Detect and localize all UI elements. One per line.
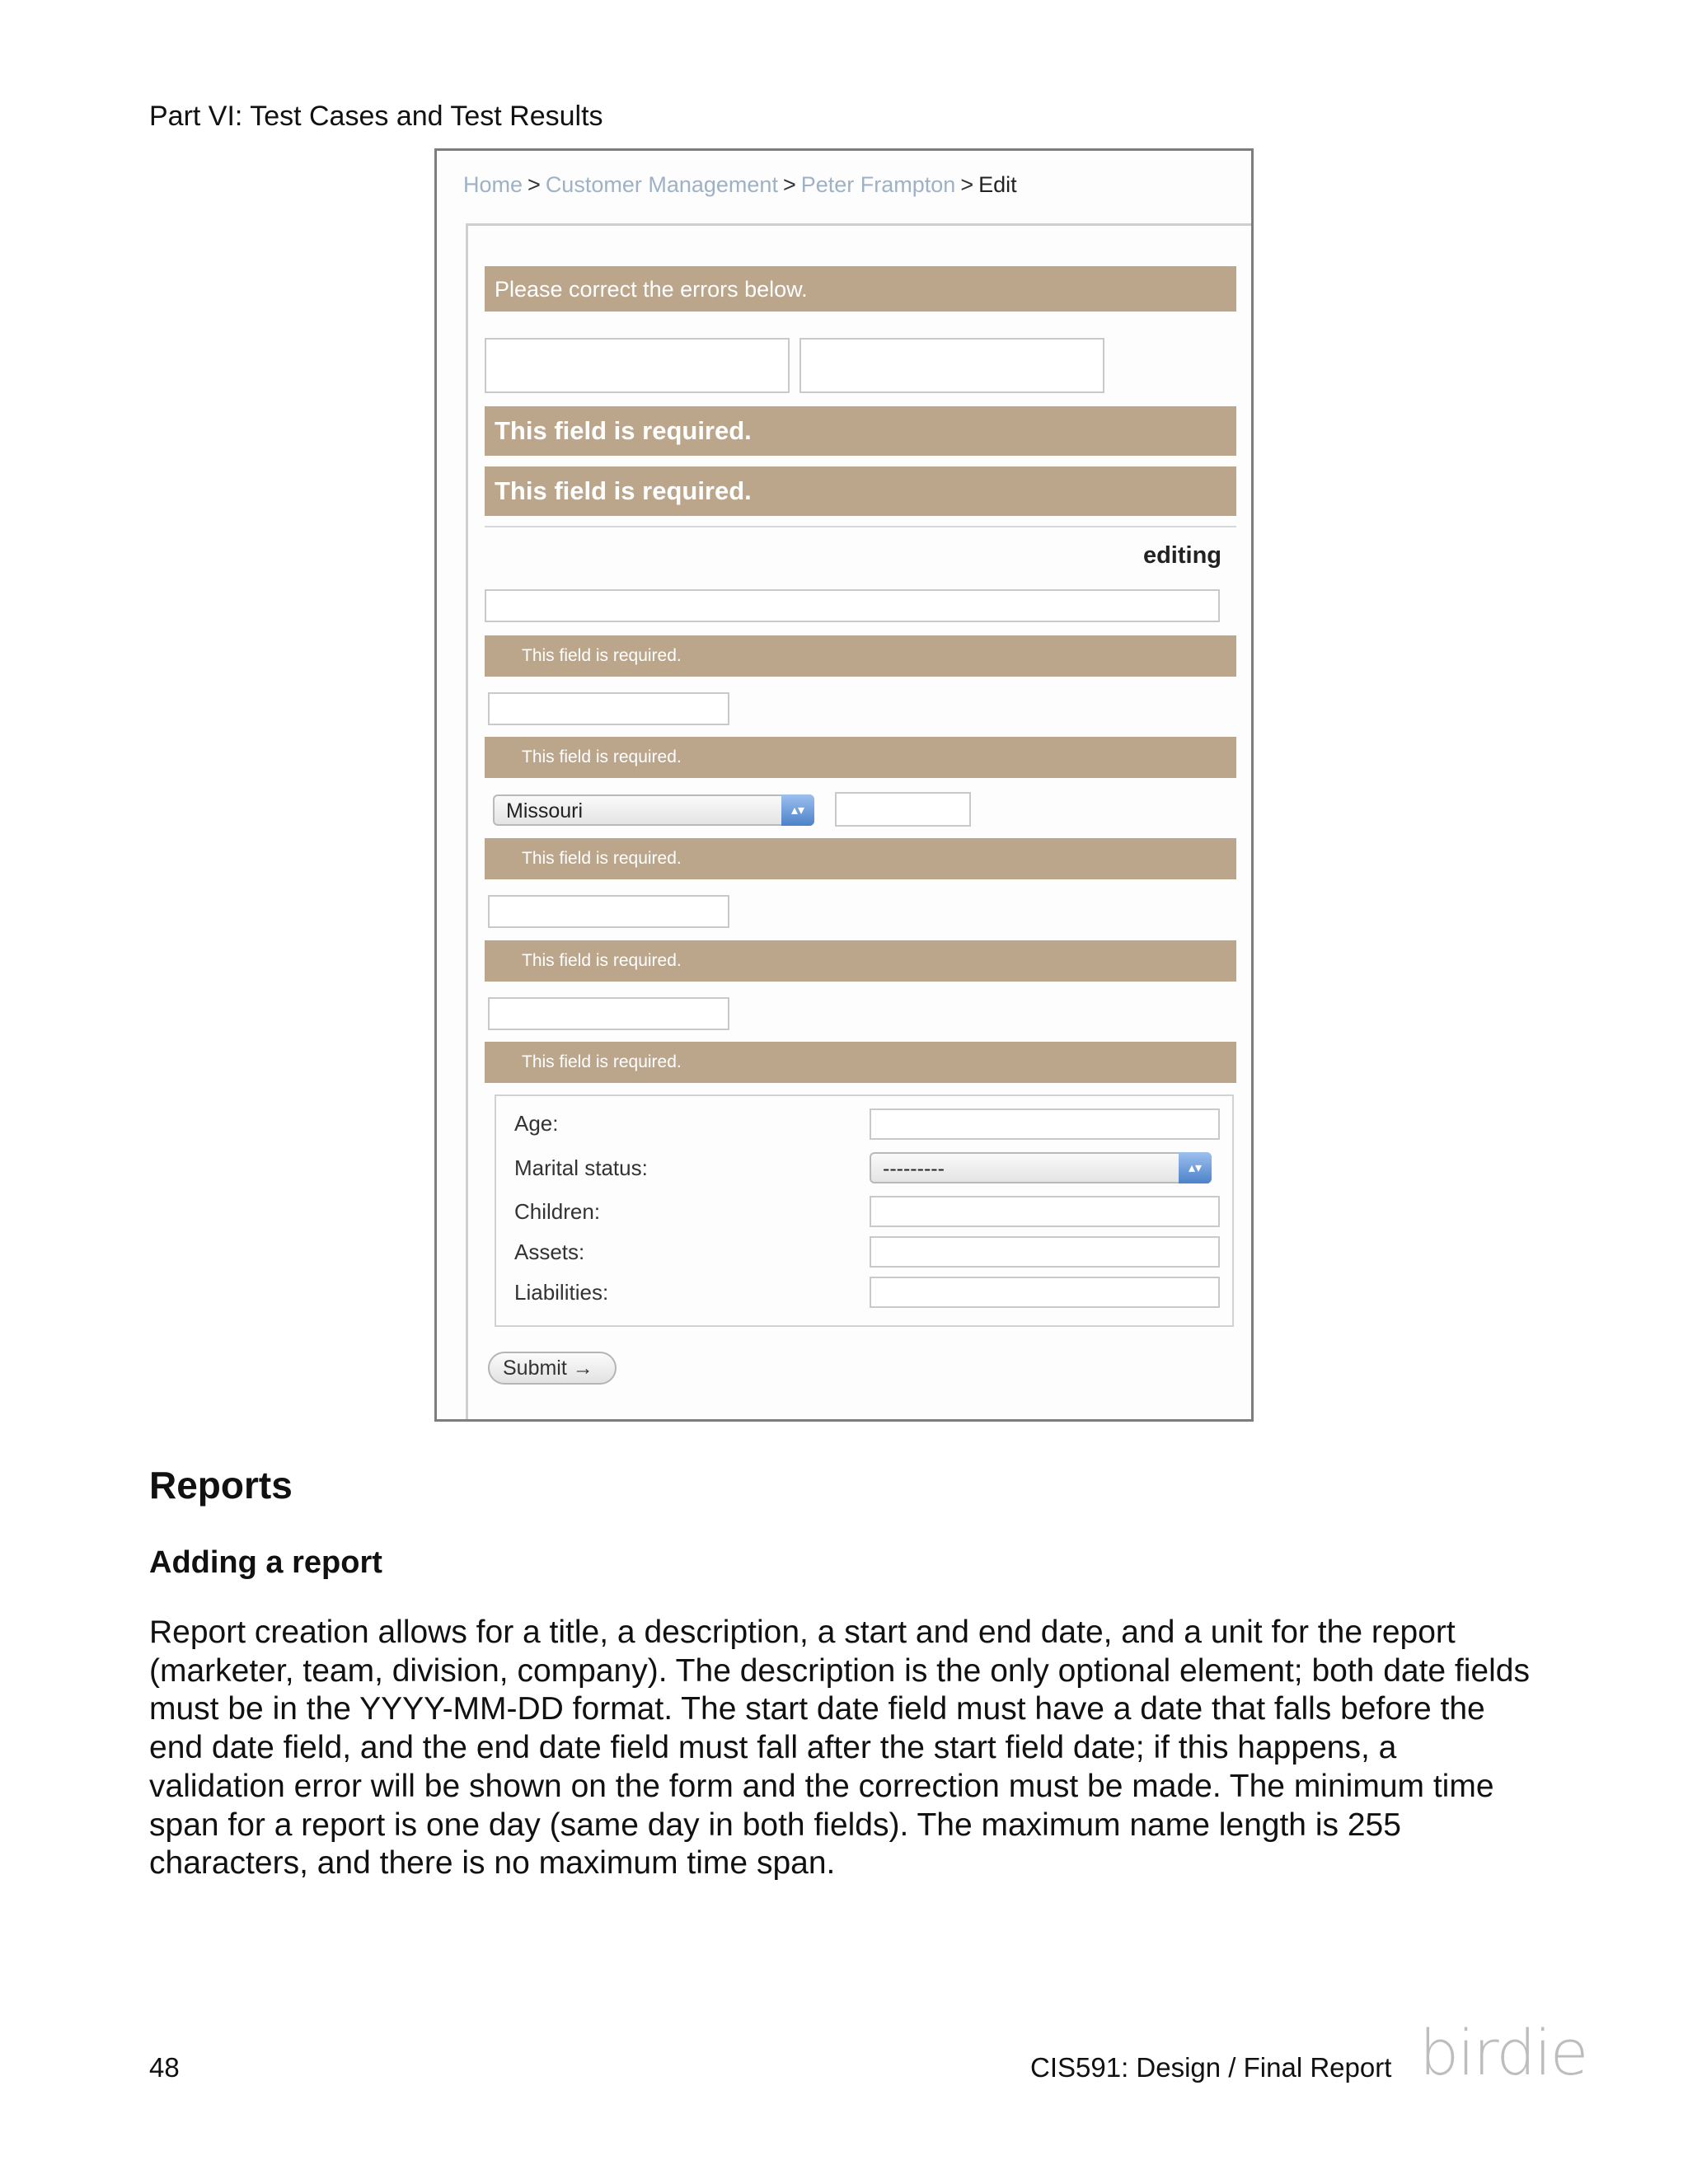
breadcrumb-current: Edit — [978, 172, 1017, 197]
first-name-error: This field is required. — [485, 406, 1236, 456]
editing-label: editing — [1142, 542, 1221, 569]
liabilities-label: Liabilities: — [514, 1280, 609, 1305]
breadcrumb — [463, 172, 1017, 198]
breadcrumb-customer-link[interactable]: Peter Frampton — [800, 172, 956, 197]
divider — [485, 526, 1236, 527]
footer-title: CIS591: Design / Final Report — [1030, 2052, 1392, 2083]
state-select[interactable] — [493, 794, 814, 826]
page-number: 48 — [149, 2052, 180, 2083]
children-input[interactable] — [870, 1196, 1220, 1227]
assets-input[interactable] — [870, 1236, 1220, 1268]
body-paragraph: Report creation allows for a title, a description, a start and end date, and a unit for the report (marketer, team, division, company). The description is the only optional element; both date fields must be in the YYYY-MM-DD format. The start date field must have a date that falls before the end date field, and the end date field must fall after the start field date; if this happens, a validation error will be shown on the form and the correction must be made. The minimum time span for a report is one day (same day in both fields). The maximum name length is 255 characters, and there is no maximum time span. — [149, 1615, 1530, 1882]
phone-error: This field is required. — [485, 940, 1236, 982]
city-error: This field is required. — [485, 737, 1236, 778]
submit-button[interactable]: Submit → — [488, 1352, 617, 1385]
breadcrumb-separator: > — [528, 172, 541, 197]
page-header: Part VI: Test Cases and Test Results — [149, 101, 603, 132]
email-error: This field is required. — [485, 1042, 1236, 1083]
breadcrumb-customer-management-link[interactable]: Customer Management — [545, 172, 778, 197]
section-title: Reports — [149, 1464, 293, 1507]
screenshot-edit-customer-form — [434, 148, 1254, 1422]
last-name-input[interactable] — [799, 338, 1104, 393]
age-input[interactable] — [870, 1108, 1220, 1140]
select-arrows-icon: ▴▾ — [1179, 1152, 1212, 1183]
children-label: Children: — [514, 1199, 601, 1224]
age-label: Age: — [514, 1111, 559, 1136]
details-fieldset — [495, 1094, 1234, 1327]
assets-label: Assets: — [514, 1240, 585, 1264]
section-subtitle: Adding a report — [149, 1545, 382, 1580]
zip-input[interactable] — [835, 792, 971, 827]
first-name-input[interactable] — [485, 338, 790, 393]
breadcrumb-separator: > — [960, 172, 974, 197]
city-input[interactable] — [488, 692, 729, 725]
state-zip-error: This field is required. — [485, 838, 1236, 879]
liabilities-input[interactable] — [870, 1277, 1220, 1308]
error-summary-banner: Please correct the errors below. — [485, 266, 1236, 312]
birdie-logo: birdie — [1419, 2016, 1587, 2089]
email-input[interactable] — [488, 997, 729, 1030]
state-select-value: Missouri — [506, 799, 584, 823]
breadcrumb-home-link[interactable]: Home — [463, 172, 523, 197]
marital-status-label: Marital status: — [514, 1155, 648, 1180]
marital-status-value: --------- — [883, 1157, 945, 1180]
breadcrumb-separator: > — [782, 172, 796, 197]
marital-status-select[interactable] — [870, 1152, 1212, 1183]
phone-input[interactable] — [488, 895, 729, 928]
address-error: This field is required. — [485, 635, 1236, 677]
last-name-error: This field is required. — [485, 466, 1236, 516]
select-arrows-icon: ▴▾ — [781, 794, 814, 826]
address-input[interactable] — [485, 589, 1220, 622]
